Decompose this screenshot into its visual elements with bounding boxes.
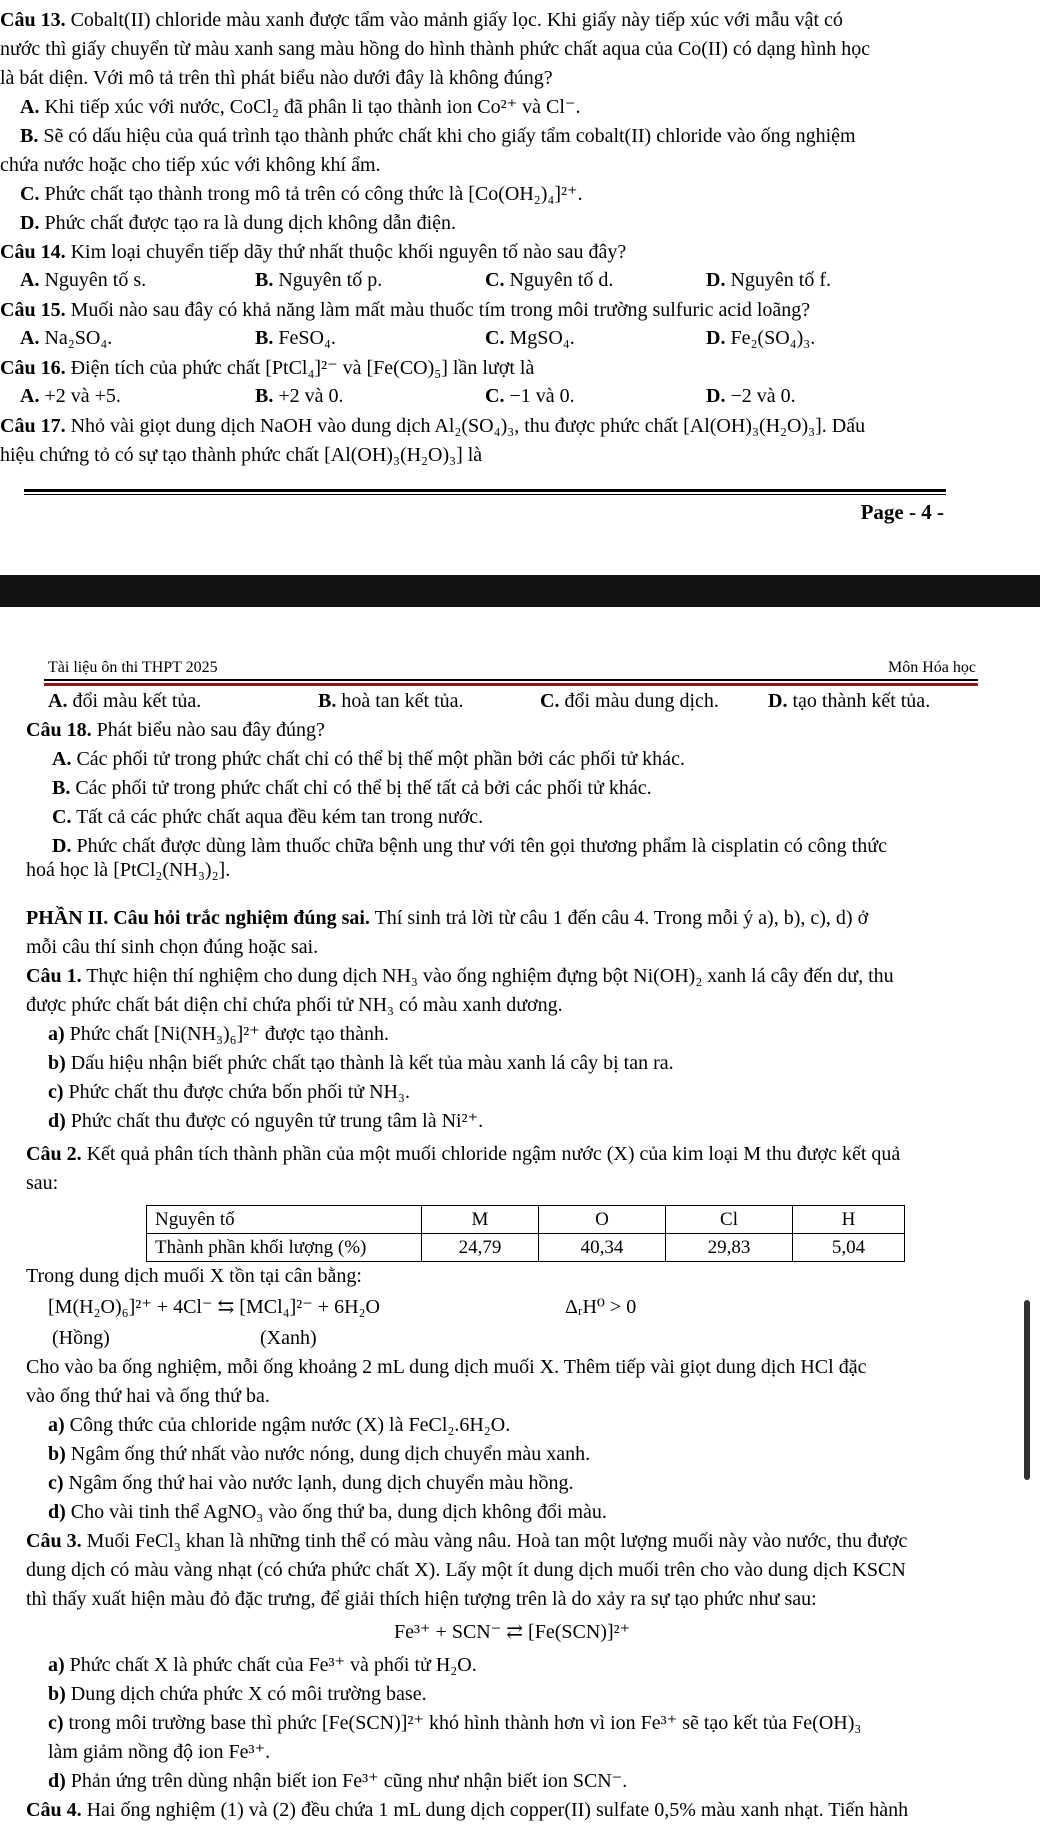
q15-option-a: A. Na₂SO₄. [20,327,113,349]
q16-option-a: A. +2 và +5. [20,385,121,407]
c3-statement-c: c) trong môi trường base thì phức [Fe(SCN)]²⁺ khó hình thành hơn vì ion Fe³⁺ sẽ tạo kết tủa Fe(OH)₃ [48,1712,862,1734]
table-cell: 5,04 [793,1234,905,1262]
q15-option-c: C. MgSO₄. [485,327,575,349]
q15-option-d: D. Fe₂(SO₄)₃. [706,327,816,349]
c3-statement-b: b) Dung dịch chứa phức X có môi trường base. [48,1683,427,1705]
q18-option-a: A. Các phối tử trong phức chất chỉ có thể bị thế một phần bởi các phối tử khác. [52,748,685,770]
header-rule-thin [44,679,978,681]
c2-line5: vào ống thứ hai và ống thứ ba. [26,1385,270,1407]
table-cell: 29,83 [666,1234,793,1262]
q13-line1: Câu 13. Cobalt(II) chloride màu xanh được tẩm vào mảnh giấy lọc. Khi giấy này tiếp xúc với mẫu vật có [0,9,843,31]
c2-equilibrium: [M(H₂O)₆]²⁺ + 4Cl⁻ ⇆ [MCl₄]²⁻ + 6H₂O [48,1296,380,1318]
c3-line2: dung dịch có màu vàng nhạt (có chứa phức chất X). Lấy một ít dung dịch muối trên cho vào dung dịch KSCN [26,1559,906,1581]
page-number: Page - 4 - [860,500,944,524]
q15-stem: Câu 15. Muối nào sau đây có khả năng làm mất màu thuốc tím trong môi trường sulfuric acid loãng? [0,299,811,321]
c1-line1: Câu 1. Thực hiện thí nghiệm cho dung dịch NH₃ vào ống nghiệm đựng bột Ni(OH)₂ xanh lá cây đến dư, thu [26,965,894,987]
q13-option-a: A. Khi tiếp xúc với nước, CoCl₂ đã phân li tạo thành ion Co²⁺ và Cl⁻. [20,96,581,118]
part2-intro-cont: mỗi câu thí sinh chọn đúng hoặc sai. [26,936,319,958]
q14-option-a: A. Nguyên tố s. [20,269,147,291]
footer-rule-thin [24,494,946,495]
table-header: Cl [666,1206,793,1234]
q13-line3: là bát diện. Với mô tả trên thì phát biểu nào dưới đây là không đúng? [0,67,553,89]
q16-stem: Câu 16. Điện tích của phức chất [PtCl₄]²⁻ và [Fe(CO)₅] lần lượt là [0,357,535,379]
q17-option-b: B. hoà tan kết tủa. [318,690,464,712]
header-right: Môn Hóa học [888,659,976,676]
c2-statement-c: c) Ngâm ống thứ hai vào nước lạnh, dung dịch chuyển màu hồng. [48,1472,574,1494]
q17-line2: hiệu chứng tỏ có sự tạo thành phức chất [Al(OH)₃(H₂O)₃] là [0,444,483,466]
page-break-bar [0,575,1040,607]
c3-equation: Fe³⁺ + SCN⁻ ⇄ [Fe(SCN)]²⁺ [394,1621,631,1643]
c2-line3: Trong dung dịch muối X tồn tại cân bằng: [26,1265,362,1287]
c2-statement-b: b) Ngâm ống thứ nhất vào nước nóng, dung dịch chuyển màu xanh. [48,1443,591,1465]
q14-stem: Câu 14. Kim loại chuyển tiếp dãy thứ nhất thuộc khối nguyên tố nào sau đây? [0,241,627,263]
q16-option-c: C. −1 và 0. [485,385,575,407]
composition-table [146,1205,905,1262]
c2-statement-a: a) Công thức của chloride ngậm nước (X) là FeCl₂.6H₂O. [48,1414,511,1436]
page-4 [0,0,1040,575]
c2-blue-label: (Xanh) [260,1327,317,1349]
header-left: Tài liệu ôn thi THPT 2025 [48,659,218,676]
table-cell: 40,34 [539,1234,666,1262]
c4-line1: Câu 4. Hai ống nghiệm (1) và (2) đều chứa 1 mL dung dịch copper(II) sulfate 0,5% màu xanh nhạt. Tiến hành [26,1799,909,1821]
c3-statement-c-cont: làm giảm nồng độ ion Fe³⁺. [48,1741,271,1763]
table-row [147,1234,905,1262]
table-header: O [539,1206,666,1234]
c1-statement-b: b) Dấu hiệu nhận biết phức chất tạo thành là kết tủa màu xanh lá cây bị tan ra. [48,1052,674,1074]
c1-statement-d: d) Phức chất thu được có nguyên tử trung tâm là Ni²⁺. [48,1110,484,1132]
q14-option-b: B. Nguyên tố p. [255,269,383,291]
table-header: Nguyên tố [147,1206,422,1234]
q17-option-a: A. đổi màu kết tủa. [48,690,202,712]
footer-rule-thick [24,489,946,492]
c3-line1: Câu 3. Muối FeCl₃ khan là những tinh thể có màu vàng nâu. Hoà tan một lượng muối này vào nước, thu được [26,1530,908,1552]
c2-line1: Câu 2. Kết quả phân tích thành phần của một muối chloride ngậm nước (X) của kim loại M thu được kết quả [26,1143,901,1165]
q16-option-b: B. +2 và 0. [255,385,344,407]
q15-option-b: B. FeSO₄. [255,327,336,349]
part2-intro: PHẦN II. Câu hỏi trắc nghiệm đúng sai. Thí sinh trả lời từ câu 1 đến câu 4. Trong mỗi ý a), b), c), d) ở [26,907,869,929]
q13-option-c: C. Phức chất tạo thành trong mô tả trên có công thức là [Co(OH₂)₄]²⁺. [20,183,583,205]
c3-statement-a: a) Phức chất X là phức chất của Fe³⁺ và phối tử H₂O. [48,1654,477,1676]
c3-line3: thì thấy xuất hiện màu đỏ đặc trưng, để giải thích hiện tượng trên là do xảy ra sự tạo phức như sau: [26,1588,817,1610]
q16-option-d: D. −2 và 0. [706,385,796,407]
q18-stem: Câu 18. Phát biểu nào sau đây đúng? [26,719,325,741]
table-header: H [793,1206,905,1234]
q18-option-d: D. Phức chất được dùng làm thuốc chữa bệnh ung thư với tên gọi thương phẩm là cisplatin có công thức [52,835,887,857]
c2-statement-d: d) Cho vài tinh thể AgNO₃ vào ống thứ ba, dung dịch không đổi màu. [48,1501,607,1523]
q13-option-b: B. Sẽ có dấu hiệu của quá trình tạo thành phức chất khi cho giấy tẩm cobalt(II) chloride vào ống nghiệm [20,125,856,147]
q17-option-d: D. tạo thành kết tủa. [768,690,931,712]
c2-line2: sau: [26,1172,59,1194]
c3-statement-d: d) Phản ứng trên dùng nhận biết ion Fe³⁺ cũng như nhận biết ion SCN⁻. [48,1770,628,1792]
c1-line2: được phức chất bát diện chỉ chứa phối tử NH₃ có màu xanh dương. [26,994,563,1016]
q18-option-c: C. Tất cả các phức chất aqua đều kém tan trong nước. [52,806,484,828]
q18-option-b: B. Các phối tử trong phức chất chỉ có thể bị thế tất cả bởi các phối tử khác. [52,777,652,799]
q18-option-d-cont: hoá học là [PtCl₂(NH₃)₂]. [26,859,231,881]
table-cell: Thành phần khối lượng (%) [147,1234,422,1262]
q14-option-d: D. Nguyên tố f. [706,269,831,291]
q13-option-d: D. Phức chất được tạo ra là dung dịch không dẫn điện. [20,212,457,234]
header-rule-accent [44,683,978,686]
q13-option-b-cont: chứa nước hoặc cho tiếp xúc với không khí ẩm. [0,154,381,176]
q17-option-c: C. đổi màu dung dịch. [540,690,719,712]
c2-line4: Cho vào ba ống nghiệm, mỗi ống khoảng 2 mL dung dịch muối X. Thêm tiếp vài giọt dung dịch HCl đặc [26,1356,867,1378]
c2-enthalpy: ΔᵣH⁰ > 0 [565,1296,637,1318]
q14-option-c: C. Nguyên tố d. [485,269,614,291]
table-header: M [422,1206,539,1234]
table-header-row [147,1206,905,1234]
c1-statement-a: a) Phức chất [Ni(NH₃)₆]²⁺ được tạo thành. [48,1023,390,1045]
q17-line1: Câu 17. Nhỏ vài giọt dung dịch NaOH vào dung dịch Al₂(SO₄)₃, thu được phức chất [Al(OH)₃(H₂O)₃]. Dấu [0,415,866,437]
c1-statement-c: c) Phức chất thu được chứa bốn phối tử NH₃. [48,1081,410,1103]
scrollbar-thumb[interactable] [1024,1300,1030,1480]
q13-line2: nước thì giấy chuyển từ màu xanh sang màu hồng do hình thành phức chất aqua của Co(II) có dạng hình học [0,38,871,60]
c2-pink-label: (Hồng) [52,1327,110,1349]
table-cell: 24,79 [422,1234,539,1262]
